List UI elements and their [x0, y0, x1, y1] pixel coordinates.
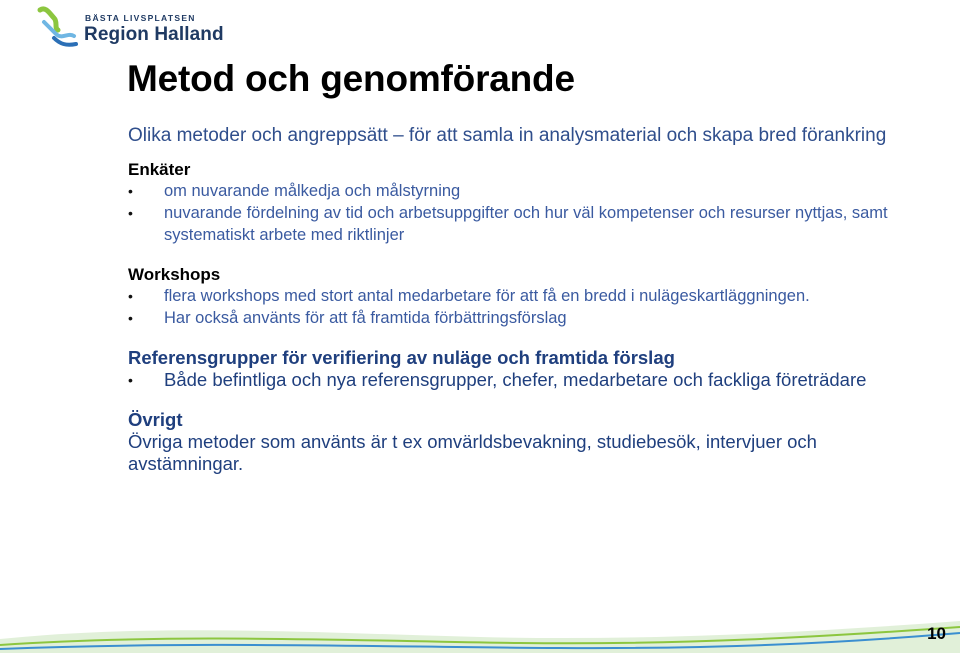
section-workshops	[128, 264, 918, 329]
list-item: • flera workshops med stort antal medarbetare för att få en bredd i nulägeskartläggningen.	[128, 287, 810, 305]
section-heading: Övrigt	[128, 409, 183, 430]
page-number: 10	[927, 624, 946, 643]
bullet-icon: •	[128, 310, 133, 326]
logo-name: Region Halland	[84, 24, 224, 45]
section-enkater	[128, 159, 918, 246]
section-ovrigt	[128, 409, 918, 475]
bullet-icon: •	[128, 183, 133, 199]
bullet-icon: •	[128, 288, 133, 304]
logo-mark-icon	[36, 4, 84, 50]
section-heading: Referensgrupper för verifiering av nuläge och framtida förslag	[128, 347, 675, 368]
footer-wave-decoration	[0, 603, 960, 653]
section-heading: Workshops	[128, 265, 221, 284]
section-referensgrupper	[128, 347, 918, 391]
list-item: • nuvarande fördelning av tid och arbetsuppgifter och hur väl kompetenser och resurser nyttjas, samt systematiskt arbete med riktlinjer	[128, 204, 888, 244]
bullet-list	[128, 285, 918, 329]
list-item: • Både befintliga och nya referensgrupper, chefer, medarbetare och fackliga företrädare	[128, 369, 867, 390]
list-item: • om nuvarande målkedja och målstyrning	[128, 182, 461, 200]
bullet-icon: •	[128, 372, 133, 388]
bullet-icon: •	[128, 205, 133, 221]
section-heading: Enkäter	[128, 160, 191, 179]
slide-content	[128, 124, 918, 493]
region-halland-logo	[36, 4, 246, 50]
bullet-list	[128, 369, 918, 391]
page-title: Metod och genomförande	[127, 58, 575, 99]
intro-text: Olika metoder och angreppsätt – för att samla in analysmaterial och skapa bred förankring	[128, 125, 887, 146]
bullet-list	[128, 180, 918, 246]
logo-tagline: BÄSTA LIVSPLATSEN	[85, 13, 196, 23]
ovrigt-text: Övriga metoder som använts är t ex omvärldsbevakning, studiebesök, intervjuer och avstämningar.	[128, 431, 817, 474]
list-item: • Har också använts för att få framtida förbättringsförslag	[128, 309, 567, 327]
